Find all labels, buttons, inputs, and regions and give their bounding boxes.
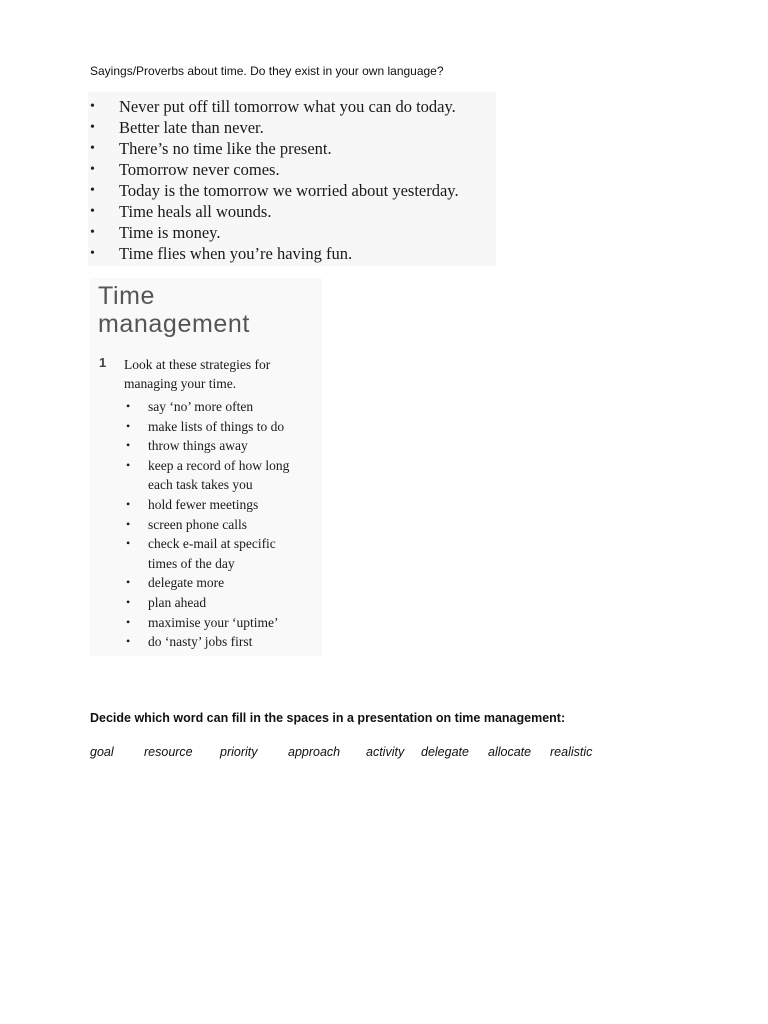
strategy-text: hold fewer meetings [148, 496, 259, 512]
proverbs-image [88, 92, 496, 266]
bullet-icon: • [90, 225, 95, 240]
bullet-icon: • [126, 496, 131, 511]
strategy-item [126, 495, 289, 515]
bullet-icon: • [90, 204, 95, 219]
strategy-text: check e-mail at specific [148, 536, 276, 552]
word-bank-item: activity [366, 745, 405, 759]
strategy-text: say ‘no’ more often [148, 399, 254, 414]
word-bank-item: delegate [421, 745, 469, 759]
proverb-text: Time is money. [119, 223, 221, 242]
proverb-text: Time flies when you’re having fun. [119, 244, 353, 263]
strategy-text: throw things away [148, 438, 248, 454]
strategy-item [126, 515, 289, 535]
strategy-item [126, 436, 289, 456]
strategy-item [126, 417, 289, 437]
strategy-text: do ‘nasty’ jobs first [148, 634, 253, 650]
proverb-text: Today is the tomorrow we worried about yesterday. [119, 181, 459, 200]
bullet-icon: • [126, 634, 131, 649]
intro-heading: Sayings/Proverbs about time. Do they exist in your own language? [90, 64, 444, 78]
task-prompt: Look at these strategies for managing your time. [124, 357, 271, 391]
bullet-icon: • [90, 246, 95, 261]
strategy-item [126, 593, 289, 613]
strategy-item [126, 397, 289, 417]
strategy-item [126, 554, 289, 574]
word-bank-item: approach [288, 745, 341, 759]
proverb-item [88, 159, 496, 180]
bullet-icon: • [90, 141, 95, 156]
time-management-image [90, 278, 322, 656]
strategy-item [126, 573, 289, 593]
proverb-text: Time heals all wounds. [119, 202, 272, 221]
word-bank-item: goal [90, 745, 114, 759]
section-title [98, 282, 250, 338]
strategy-item [126, 613, 289, 633]
bullet-icon: • [126, 399, 131, 413]
word-bank-item: realistic [550, 745, 593, 759]
word-bank-item: priority [220, 745, 258, 759]
title-line: management [98, 310, 250, 338]
proverbs-list [88, 92, 496, 264]
bullet-icon: • [126, 594, 131, 609]
proverb-text: Better late than never. [119, 118, 264, 137]
strategy-text: delegate more [148, 575, 225, 591]
task-number: 1 [99, 355, 107, 370]
strategy-item [126, 632, 289, 652]
strategy-text: make lists of things to do [148, 418, 285, 434]
bullet-icon: • [126, 438, 131, 453]
proverb-item [88, 180, 496, 201]
strategy-text: screen phone calls [148, 516, 247, 532]
bullet-icon: • [90, 120, 95, 135]
bullet-icon: • [90, 162, 95, 177]
bullet-icon: • [126, 575, 131, 590]
proverb-item [88, 138, 496, 159]
bullet-icon: • [126, 536, 131, 551]
proverb-text: There’s no time like the present. [119, 139, 332, 158]
word-bank [90, 745, 610, 759]
strategy-item [126, 475, 289, 495]
strategy-text: each task takes you [148, 477, 253, 493]
proverb-text: Never put off till tomorrow what you can do today. [119, 97, 456, 116]
proverb-item [88, 201, 496, 222]
title-line: Time [98, 282, 156, 310]
bullet-icon: • [126, 418, 131, 433]
proverb-text: Tomorrow never comes. [119, 160, 280, 179]
bullet-icon: • [126, 614, 131, 629]
bullet-icon: • [90, 99, 95, 114]
proverb-item [88, 222, 496, 243]
bullet-icon: • [90, 183, 95, 198]
bullet-icon: • [126, 516, 131, 531]
proverb-item [88, 96, 496, 117]
word-bank-item: allocate [488, 745, 532, 759]
bullet-icon: • [126, 457, 131, 472]
strategy-text: maximise your ‘uptime’ [148, 614, 279, 630]
strategy-item [126, 534, 289, 554]
strategy-text: keep a record of how long [148, 457, 290, 473]
strategy-text: times of the day [148, 555, 235, 571]
exercise-instruction: Decide which word can fill in the spaces in a presentation on time management: [90, 711, 566, 725]
proverb-item [88, 243, 496, 264]
word-bank-item: resource [144, 745, 193, 759]
strategies-list [126, 397, 289, 652]
strategy-text: plan ahead [148, 594, 207, 610]
strategy-item [126, 456, 289, 476]
proverb-item [88, 117, 496, 138]
